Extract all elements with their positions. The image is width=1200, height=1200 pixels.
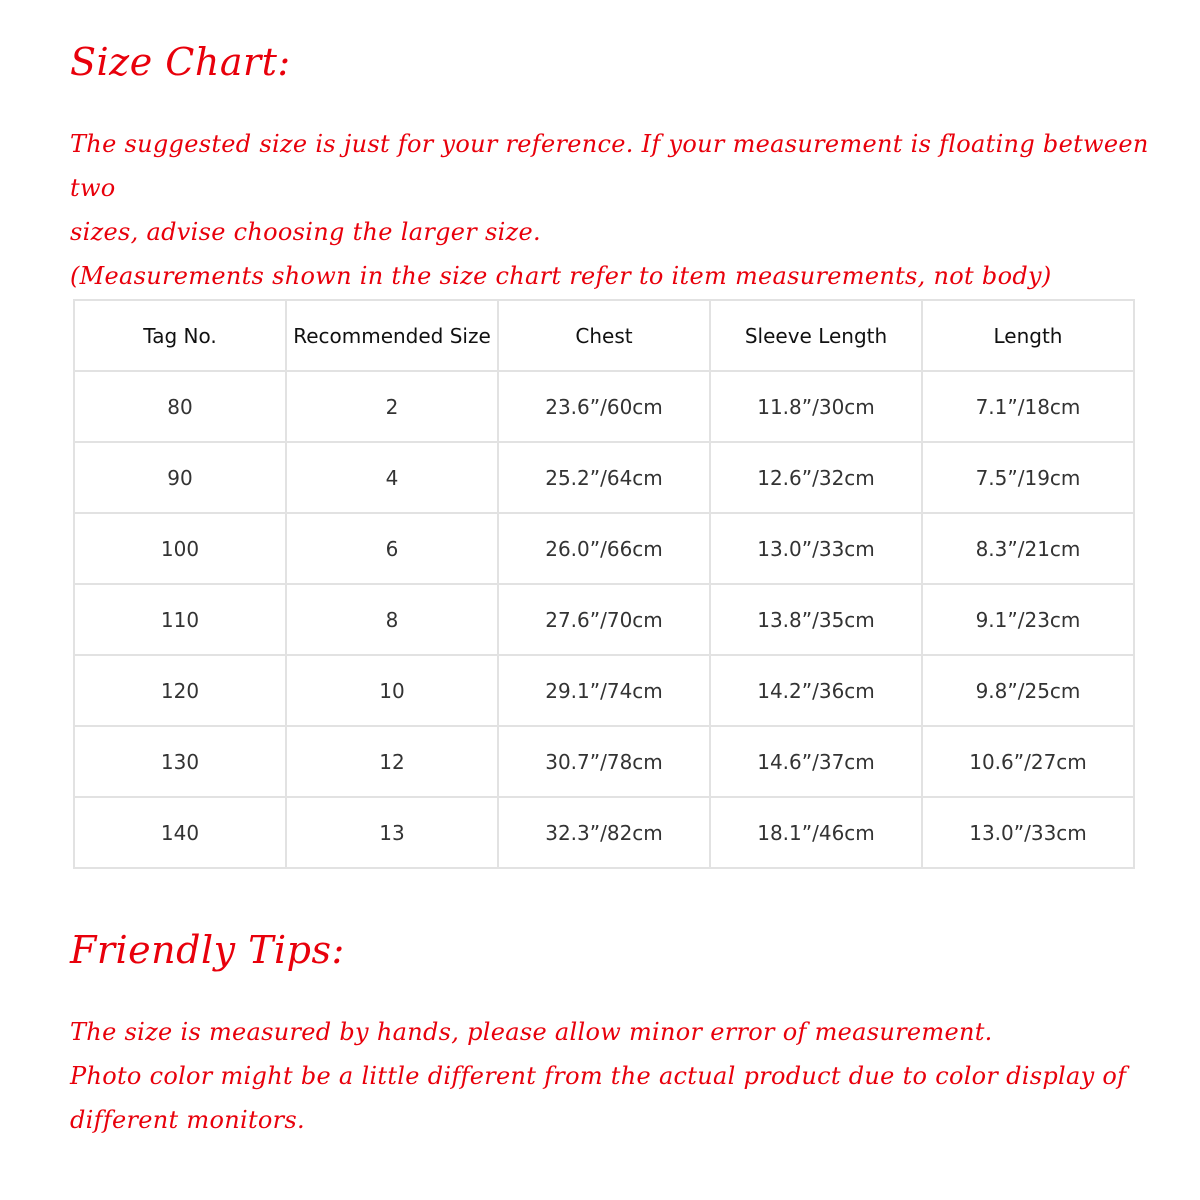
cell-length: 9.1”/23cm: [922, 584, 1134, 655]
friendly-tips-text: [70, 1010, 1170, 1142]
tips-line: different monitors.: [70, 1106, 305, 1134]
cell-recommended-size: 12: [286, 726, 498, 797]
cell-length: 9.8”/25cm: [922, 655, 1134, 726]
header-recommended-size: Recommended Size: [286, 300, 498, 371]
cell-chest: 29.1”/74cm: [498, 655, 710, 726]
cell-chest: 25.2”/64cm: [498, 442, 710, 513]
size-note-line: sizes, advise choosing the larger size.: [70, 218, 541, 246]
tips-line: The size is measured by hands, please allow minor error of measurement.: [70, 1018, 993, 1046]
cell-tag-no: 90: [74, 442, 286, 513]
cell-sleeve-length: 13.8”/35cm: [710, 584, 922, 655]
cell-sleeve-length: 14.2”/36cm: [710, 655, 922, 726]
size-note-line: (Measurements shown in the size chart refer to item measurements, not body): [70, 262, 1052, 290]
table-row: [74, 371, 1134, 442]
cell-tag-no: 100: [74, 513, 286, 584]
size-note-line: The suggested size is just for your reference. If your measurement is floating between two: [70, 130, 1149, 202]
header-tag-no: Tag No.: [74, 300, 286, 371]
cell-sleeve-length: 11.8”/30cm: [710, 371, 922, 442]
cell-recommended-size: 13: [286, 797, 498, 868]
cell-recommended-size: 2: [286, 371, 498, 442]
cell-length: 10.6”/27cm: [922, 726, 1134, 797]
table-row: [74, 442, 1134, 513]
cell-sleeve-length: 14.6”/37cm: [710, 726, 922, 797]
header-chest: Chest: [498, 300, 710, 371]
size-chart-note: [70, 122, 1170, 298]
cell-tag-no: 120: [74, 655, 286, 726]
cell-chest: 32.3”/82cm: [498, 797, 710, 868]
cell-tag-no: 140: [74, 797, 286, 868]
cell-chest: 23.6”/60cm: [498, 371, 710, 442]
header-sleeve-length: Sleeve Length: [710, 300, 922, 371]
cell-recommended-size: 6: [286, 513, 498, 584]
cell-sleeve-length: 13.0”/33cm: [710, 513, 922, 584]
cell-length: 7.1”/18cm: [922, 371, 1134, 442]
cell-length: 8.3”/21cm: [922, 513, 1134, 584]
friendly-tips-title: Friendly Tips:: [70, 928, 345, 972]
table-row: [74, 655, 1134, 726]
cell-length: 13.0”/33cm: [922, 797, 1134, 868]
table-row: [74, 513, 1134, 584]
cell-chest: 30.7”/78cm: [498, 726, 710, 797]
table-row: [74, 584, 1134, 655]
size-chart-title: Size Chart:: [70, 40, 291, 84]
cell-recommended-size: 10: [286, 655, 498, 726]
cell-tag-no: 80: [74, 371, 286, 442]
cell-sleeve-length: 18.1”/46cm: [710, 797, 922, 868]
cell-tag-no: 110: [74, 584, 286, 655]
table-row: [74, 797, 1134, 868]
cell-tag-no: 130: [74, 726, 286, 797]
cell-chest: 26.0”/66cm: [498, 513, 710, 584]
cell-length: 7.5”/19cm: [922, 442, 1134, 513]
cell-sleeve-length: 12.6”/32cm: [710, 442, 922, 513]
table-row: [74, 726, 1134, 797]
cell-chest: 27.6”/70cm: [498, 584, 710, 655]
size-table: [73, 299, 1135, 869]
header-length: Length: [922, 300, 1134, 371]
tips-line: Photo color might be a little different from the actual product due to color display of: [70, 1062, 1127, 1090]
table-header-row: [74, 300, 1134, 371]
cell-recommended-size: 8: [286, 584, 498, 655]
cell-recommended-size: 4: [286, 442, 498, 513]
